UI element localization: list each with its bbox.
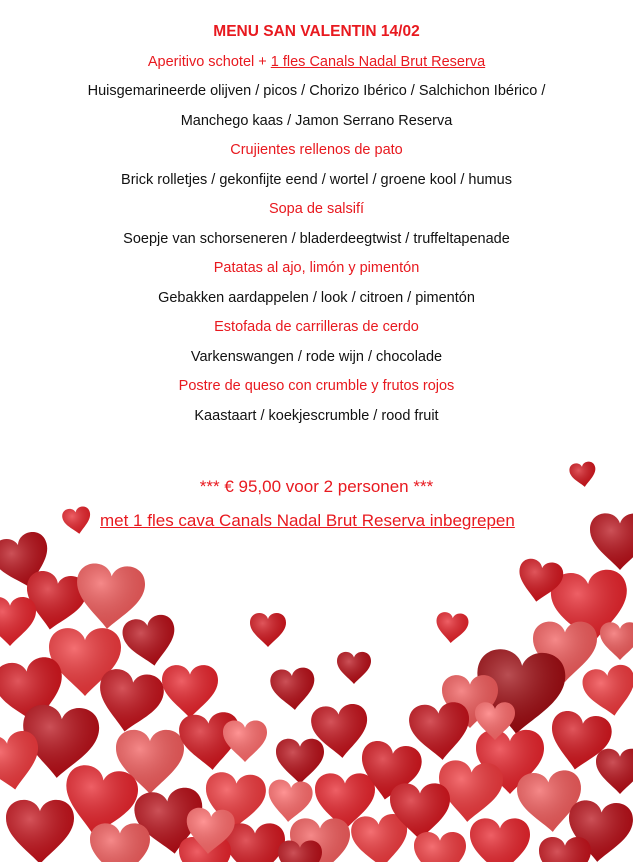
heart-icon (580, 663, 633, 720)
aperitivo-line (0, 52, 633, 72)
heart-icon (435, 611, 470, 644)
heart-icon (269, 667, 316, 712)
course-2-desc: Soepje van schorseneren / bladerdeegtwist / truffeltapenade (123, 231, 510, 247)
heart-icon (600, 622, 633, 660)
course-1-name: Crujientes rellenos de pato (230, 142, 403, 158)
heart-icon (120, 613, 180, 670)
heart-icon (590, 513, 633, 570)
aperitivo-desc-2: Manchego kaas / Jamon Serrano Reserva (180, 113, 453, 129)
course-3-name: Patatas al ajo, limón y pimentón (213, 260, 420, 276)
aperitivo-link[interactable]: 1 fles Canals Nadal Brut Reserva (270, 54, 486, 70)
course-5-desc: Kaastaart / koekjescrumble / rood fruit (194, 408, 439, 424)
course-3-desc: Gebakken aardappelen / look / citroen / pimentón (158, 290, 475, 306)
heart-icon (90, 823, 150, 862)
heart-icon (6, 800, 74, 862)
heart-icon (225, 823, 285, 862)
heart-icon (414, 832, 466, 862)
heart-icon (223, 721, 267, 762)
menu-title: MENU SAN VALENTIN 14/02 (213, 23, 420, 40)
price-line: *** € 95,00 voor 2 personen *** (199, 477, 434, 496)
heart-icon (276, 739, 324, 784)
course-1-desc: Brick rolletjes / gekonfijte eend / wortel / groene kool / humus (121, 172, 512, 188)
course-4-name: Estofada de carrilleras de cerdo (214, 319, 419, 335)
heart-icon (93, 667, 167, 738)
heart-icon (470, 818, 530, 862)
heart-icon (250, 613, 286, 647)
course-4-desc: Varkenswangen / rode wijn / chocolade (190, 349, 443, 365)
heart-icon (266, 779, 313, 824)
course-5-name: Postre de queso con crumble y frutos rojos (178, 378, 455, 394)
course-2-name: Sopa de salsifí (268, 201, 365, 217)
heart-icon (337, 652, 371, 684)
heart-icon (162, 665, 218, 718)
heart-icon (0, 597, 36, 646)
heart-icon (596, 749, 633, 794)
aperitivo-prefix: Aperitivo schotel + (147, 54, 271, 70)
aperitivo-desc-1: Huisgemarineerde olijven / picos / Chorizo Ibérico / Salchichon Ibérico / (87, 83, 546, 99)
cava-link[interactable]: met 1 fles cava Canals Nadal Brut Reserva inbegrepen (100, 511, 515, 530)
heart-icon (539, 837, 591, 862)
heart-icon (61, 505, 93, 536)
